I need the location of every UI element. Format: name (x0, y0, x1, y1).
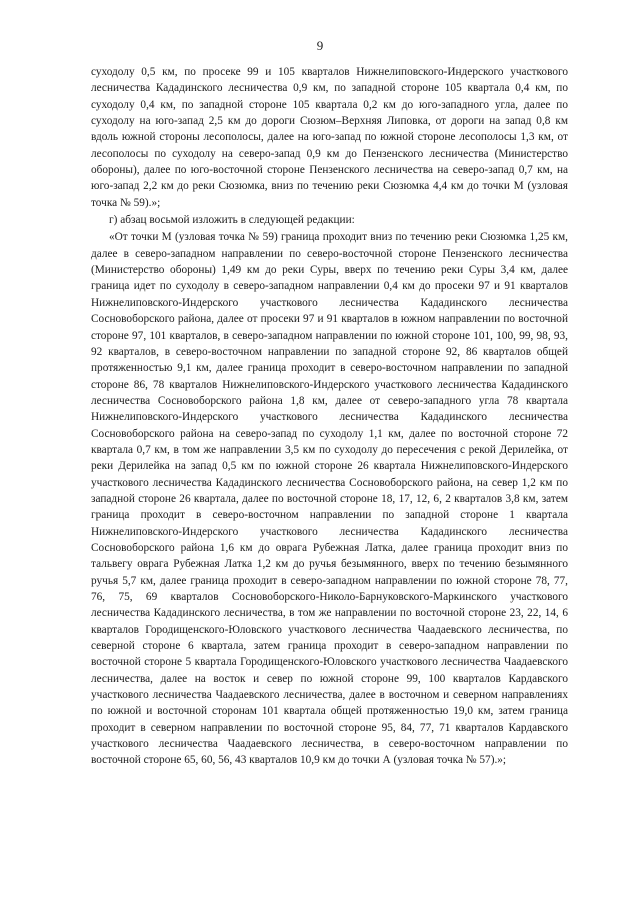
paragraph-amendment-clause: г) абзац восьмой изложить в следующей редакции: (109, 214, 355, 227)
paragraph-continuation: суходолу 0,5 км, по просеке 99 и 105 кварталов Нижнелиповского-Индерского участкового лесничества Кададинского лесничества 0,9 км, по западной стороне 105 квартала 0,4 км, по суходолу 0,4 км, по западной стороне 105 квартала 0,2 км до юго-западного угла, далее по суходолу на юго-запад 2,5 км до дороги Сюзюм–Верхняя Липовка, от дороги на запад 0,8 км вдоль южной стороны лесополосы, далее на юго-запад по южной стороне лесополосы 1,3 км, от лесополосы по суходолу на северо-запад 0,9 км до Пензенского лесничества (Министерство обороны), далее по юго-восточной стороне Пензенского лесничества на северо-запад 0,7 км, на юго-запад 2,2 км до реки Сюзюмка, вниз по течению реки Сюзюмка 4,4 км до точки М (узловая точка № 59).»; (91, 66, 568, 209)
paragraph-boundary-description: «От точки М (узловая точка № 59) граница проходит вниз по течению реки Сюзюмка 1,25 км, далее в северо-западном направлении по северо-восточной стороне Пензенского лесничества (Министерство обороны) 1,49 км до реки Суры, вверх по течению реки Суры 3,4 км, далее граница идет по суходолу в северо-западном направлении 0,4 км до просеки 97 и 91 кварталов Нижнелиповского-Индерского участкового лесничества Кададинского лесничества Сосновоборского района, далее от просеки 97 и 91 кварталов в южном направлении по восточной стороне 97, 101 кварталов, в северо-западном направлении по южной стороне 101, 100, 99, 98, 93, 92 кварталов, в северо-восточном направлении по западной стороне 92, 86 кварталов общей протяженностью 9,1 км, далее граница проходит в северо-восточном направлении по западной стороне 86, 78 кварталов Нижнелиповского-Индерского участкового лесничества Кададинского лесничества Сосновоборского района 1,8 км, далее от северо-западного угла 78 квартала Нижнелиповского-Индерского участкового лесничества Кададинского лесничества Сосновоборского района на северо-запад по суходолу 1,1 км, далее по восточной стороне 72 квартала 0,7 км, в том же направлении 3,5 км по суходолу до пересечения с рекой Дерилейка, от реки Дерилейка на запад 0,5 км по южной стороне 26 квартала Нижнелиповского-Индерского участкового лесничества Кададинского лесничества Сосновоборского района, на север 1,2 км по западной стороне 26 квартала, далее по восточной стороне 18, 17, 12, 6, 2 кварталов 3,8 км, затем граница проходит в северо-восточном направлении по западной стороне 1 квартала Нижнелиповского-Индерского участкового лесничества Кададинского лесничества Сосновоборского района 1,6 км до оврага Рубежная Латка, далее граница проходит вниз по тальвегу оврага Рубежная Латка 1,2 км до ручья безымянного, вверх по течению безымянного ручья 5,7 км, далее граница проходит в северо-западном направлении по южной стороне 78, 77, 76, 75, 69 кварталов Сосновоборского-Николо-Барнуковского-Маркинского участкового лесничества Кададинского лесничества, в том же направлении по восточной стороне 23, 22, 14, 6 кварталов Городищенского-Юловского участкового лесничества Чаадаевского лесничества, по северной стороне 6 квартала, затем граница проходит в северо-западном направлении по восточной стороне 5 квартала Городищенского-Юловского участкового лесничества Чаадаевского лесничества, далее на восток и север по южной стороне 99, 100 кварталов Кардавского участкового лесничества Чаадаевского лесничества, далее в восточном и северном направлениях по южной и восточной сторонам 101 квартала общей протяженностью 19,0 км, затем граница проходит в северном направлении по восточной стороне 95, 84, 77, 71 кварталов Кардавского участкового лесничества Чаадаевского лесничества, в северо-восточном направлении по восточной стороне 65, 60, 56, 43 кварталов 10,9 км до точки А (узловая точка № 57).»; (91, 231, 568, 767)
page-number: 9 (316, 38, 324, 53)
document-body (91, 64, 568, 769)
